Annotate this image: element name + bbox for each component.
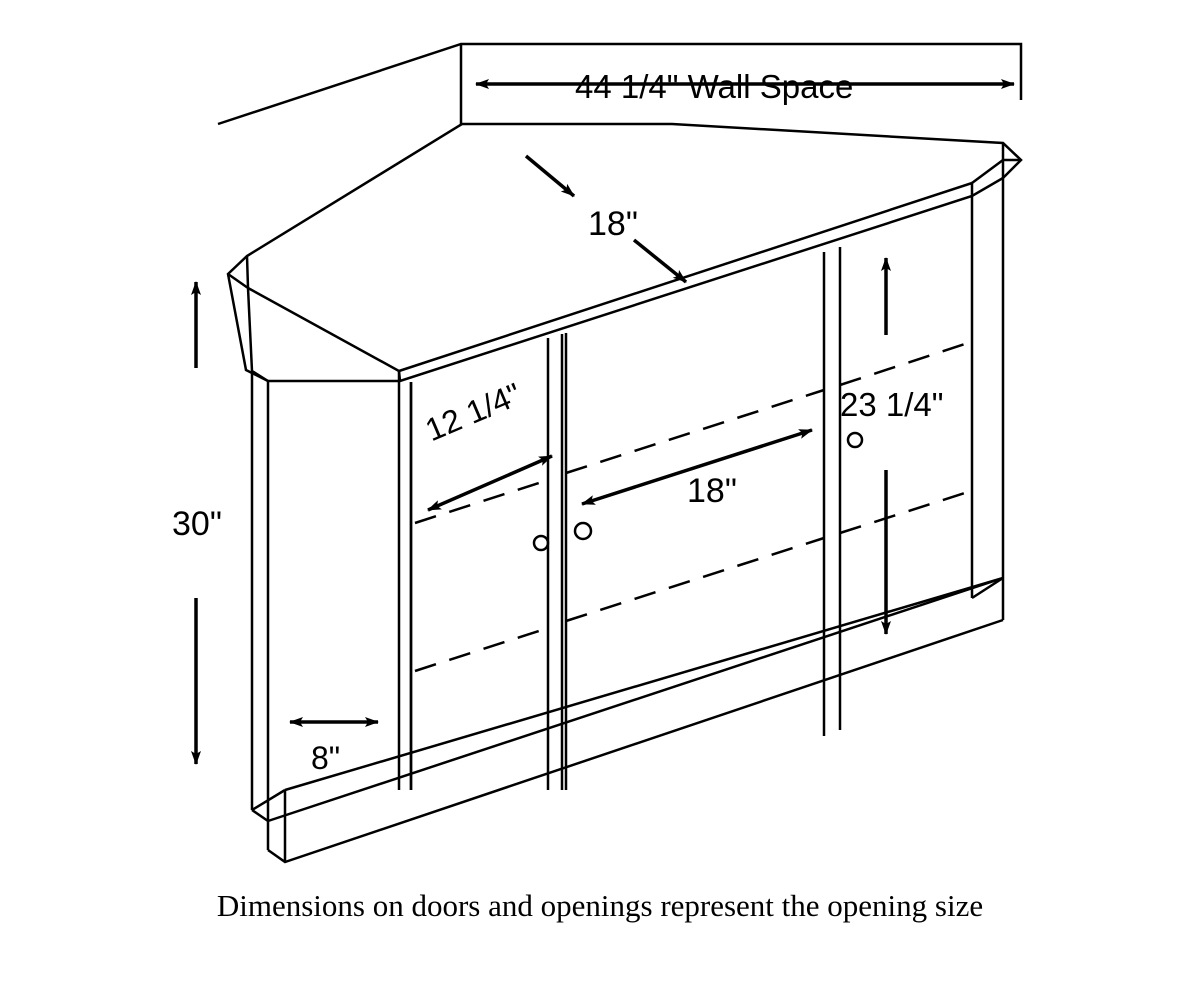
dim-right-height-label: 23 1/4" xyxy=(840,386,944,423)
dim-left-door-width-label: 12 1/4" xyxy=(420,375,527,449)
door-divisions xyxy=(548,247,840,790)
arrow-left-door-width xyxy=(428,456,552,510)
figure-caption: Dimensions on doors and openings represent the opening size xyxy=(216,888,984,923)
dim-center-door-width-label: 18" xyxy=(687,472,737,510)
dim-height-label: 30" xyxy=(172,505,222,543)
dim-wall-space-label: 44 1/4" Wall Space xyxy=(575,68,854,105)
dim-depth-label: 18" xyxy=(588,205,638,243)
dim-left-panel-width-label: 8" xyxy=(311,740,341,776)
